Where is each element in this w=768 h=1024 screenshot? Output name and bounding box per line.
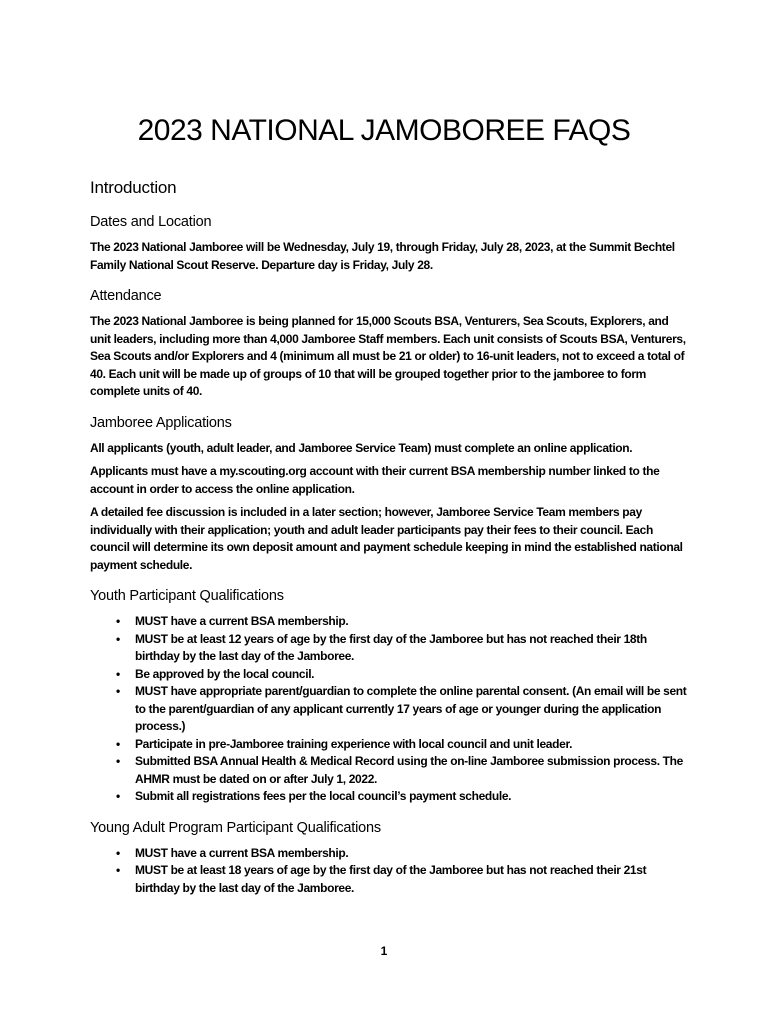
paragraph-applications-3: A detailed fee discussion is included in a later section; however, Jamboree Service Team members pay individually with their application; youth and adult leader participants pay their fees to their council. Each council will determine its own deposit amount and payment schedule keeping in mind the established national payment schedule.	[90, 505, 683, 572]
youth-qualifications-list	[90, 613, 690, 806]
subheading-young-adult-qualifications: Young Adult Program Participant Qualifications	[90, 819, 381, 836]
list-item	[90, 631, 690, 666]
paragraph-attendance: The 2023 National Jamboree is being planned for 15,000 Scouts BSA, Venturers, Sea Scouts, Explorers, and unit leaders, including more than 4,000 Jamboree Staff members. Each unit consists of Scouts BSA, Venturers, Sea Scouts and/or Explorers and 4 (minimum all must be 21 or older) to 16-unit leaders, not to exceed a total of 40. Each unit will be made up of groups of 10 that will be grouped together prior to the jamboree to form complete units of 40.	[90, 314, 686, 398]
bullet-icon: •	[116, 845, 120, 860]
page-number: 1	[380, 944, 388, 958]
list-item-text: Participate in pre-Jamboree training experience with local council and unit leader.	[135, 736, 573, 751]
list-item	[90, 788, 690, 806]
bullet-icon: •	[116, 754, 120, 768]
list-item-text: Submit all registrations fees per the local council’s payment schedule.	[135, 789, 512, 803]
bullet-icon: •	[116, 631, 120, 646]
bullet-icon: •	[116, 736, 120, 751]
young-adult-qualifications-list	[90, 845, 690, 898]
list-item-text: MUST have a current BSA membership.	[135, 614, 349, 628]
list-item-text: MUST have appropriate parent/guardian to complete the online parental consent. (An email will be sent to the parent/guardian of any applicant currently 17 years of age or younger during the application process.)	[135, 684, 687, 733]
list-item	[90, 753, 690, 788]
list-item-text: MUST have a current BSA membership.	[135, 845, 349, 860]
document-body	[90, 176, 690, 897]
list-item	[90, 736, 690, 754]
subheading-youth-qualifications: Youth Participant Qualifications	[90, 588, 284, 604]
subheading-jamboree-applications: Jamboree Applications	[90, 414, 232, 431]
paragraph-applications-1: All applicants (youth, adult leader, and Jamboree Service Team) must complete an online application.	[90, 440, 633, 455]
section-heading-introduction: Introduction	[90, 178, 177, 197]
bullet-icon: •	[116, 666, 120, 681]
list-item	[90, 845, 690, 863]
subheading-attendance: Attendance	[90, 288, 162, 304]
list-item	[90, 666, 690, 684]
list-item-text: Be approved by the local council.	[135, 666, 315, 681]
bullet-icon: •	[116, 684, 120, 698]
list-item-text: MUST be at least 12 years of age by the first day of the Jamboree but has not reached their 18th birthday by the last day of the Jamboree.	[135, 631, 647, 663]
bullet-icon: •	[116, 863, 120, 877]
list-item-text: Submitted BSA Annual Health & Medical Record using the on-line Jamboree submission process. The AHMR must be dated on or after July 1, 2022.	[135, 754, 683, 786]
list-item	[90, 683, 690, 736]
bullet-icon: •	[116, 789, 120, 803]
subheading-dates-location: Dates and Location	[90, 214, 212, 230]
paragraph-applications-2: Applicants must have a my.scouting.org account with their current BSA membership number linked to the account in order to access the online application.	[90, 464, 660, 496]
bullet-icon: •	[116, 614, 120, 628]
list-item	[90, 613, 690, 631]
document-title: 2023 NATIONAL JAMOBOREE FAQS	[137, 114, 631, 147]
list-item	[90, 862, 690, 897]
paragraph-dates-location: The 2023 National Jamboree will be Wednesday, July 19, through Friday, July 28, 2023, at the Summit Bechtel Family National Scout Reserve. Departure day is Friday, July 28.	[90, 240, 675, 272]
list-item-text: MUST be at least 18 years of age by the first day of the Jamboree but has not reached their 21st birthday by the last day of the Jamboree.	[135, 863, 647, 895]
